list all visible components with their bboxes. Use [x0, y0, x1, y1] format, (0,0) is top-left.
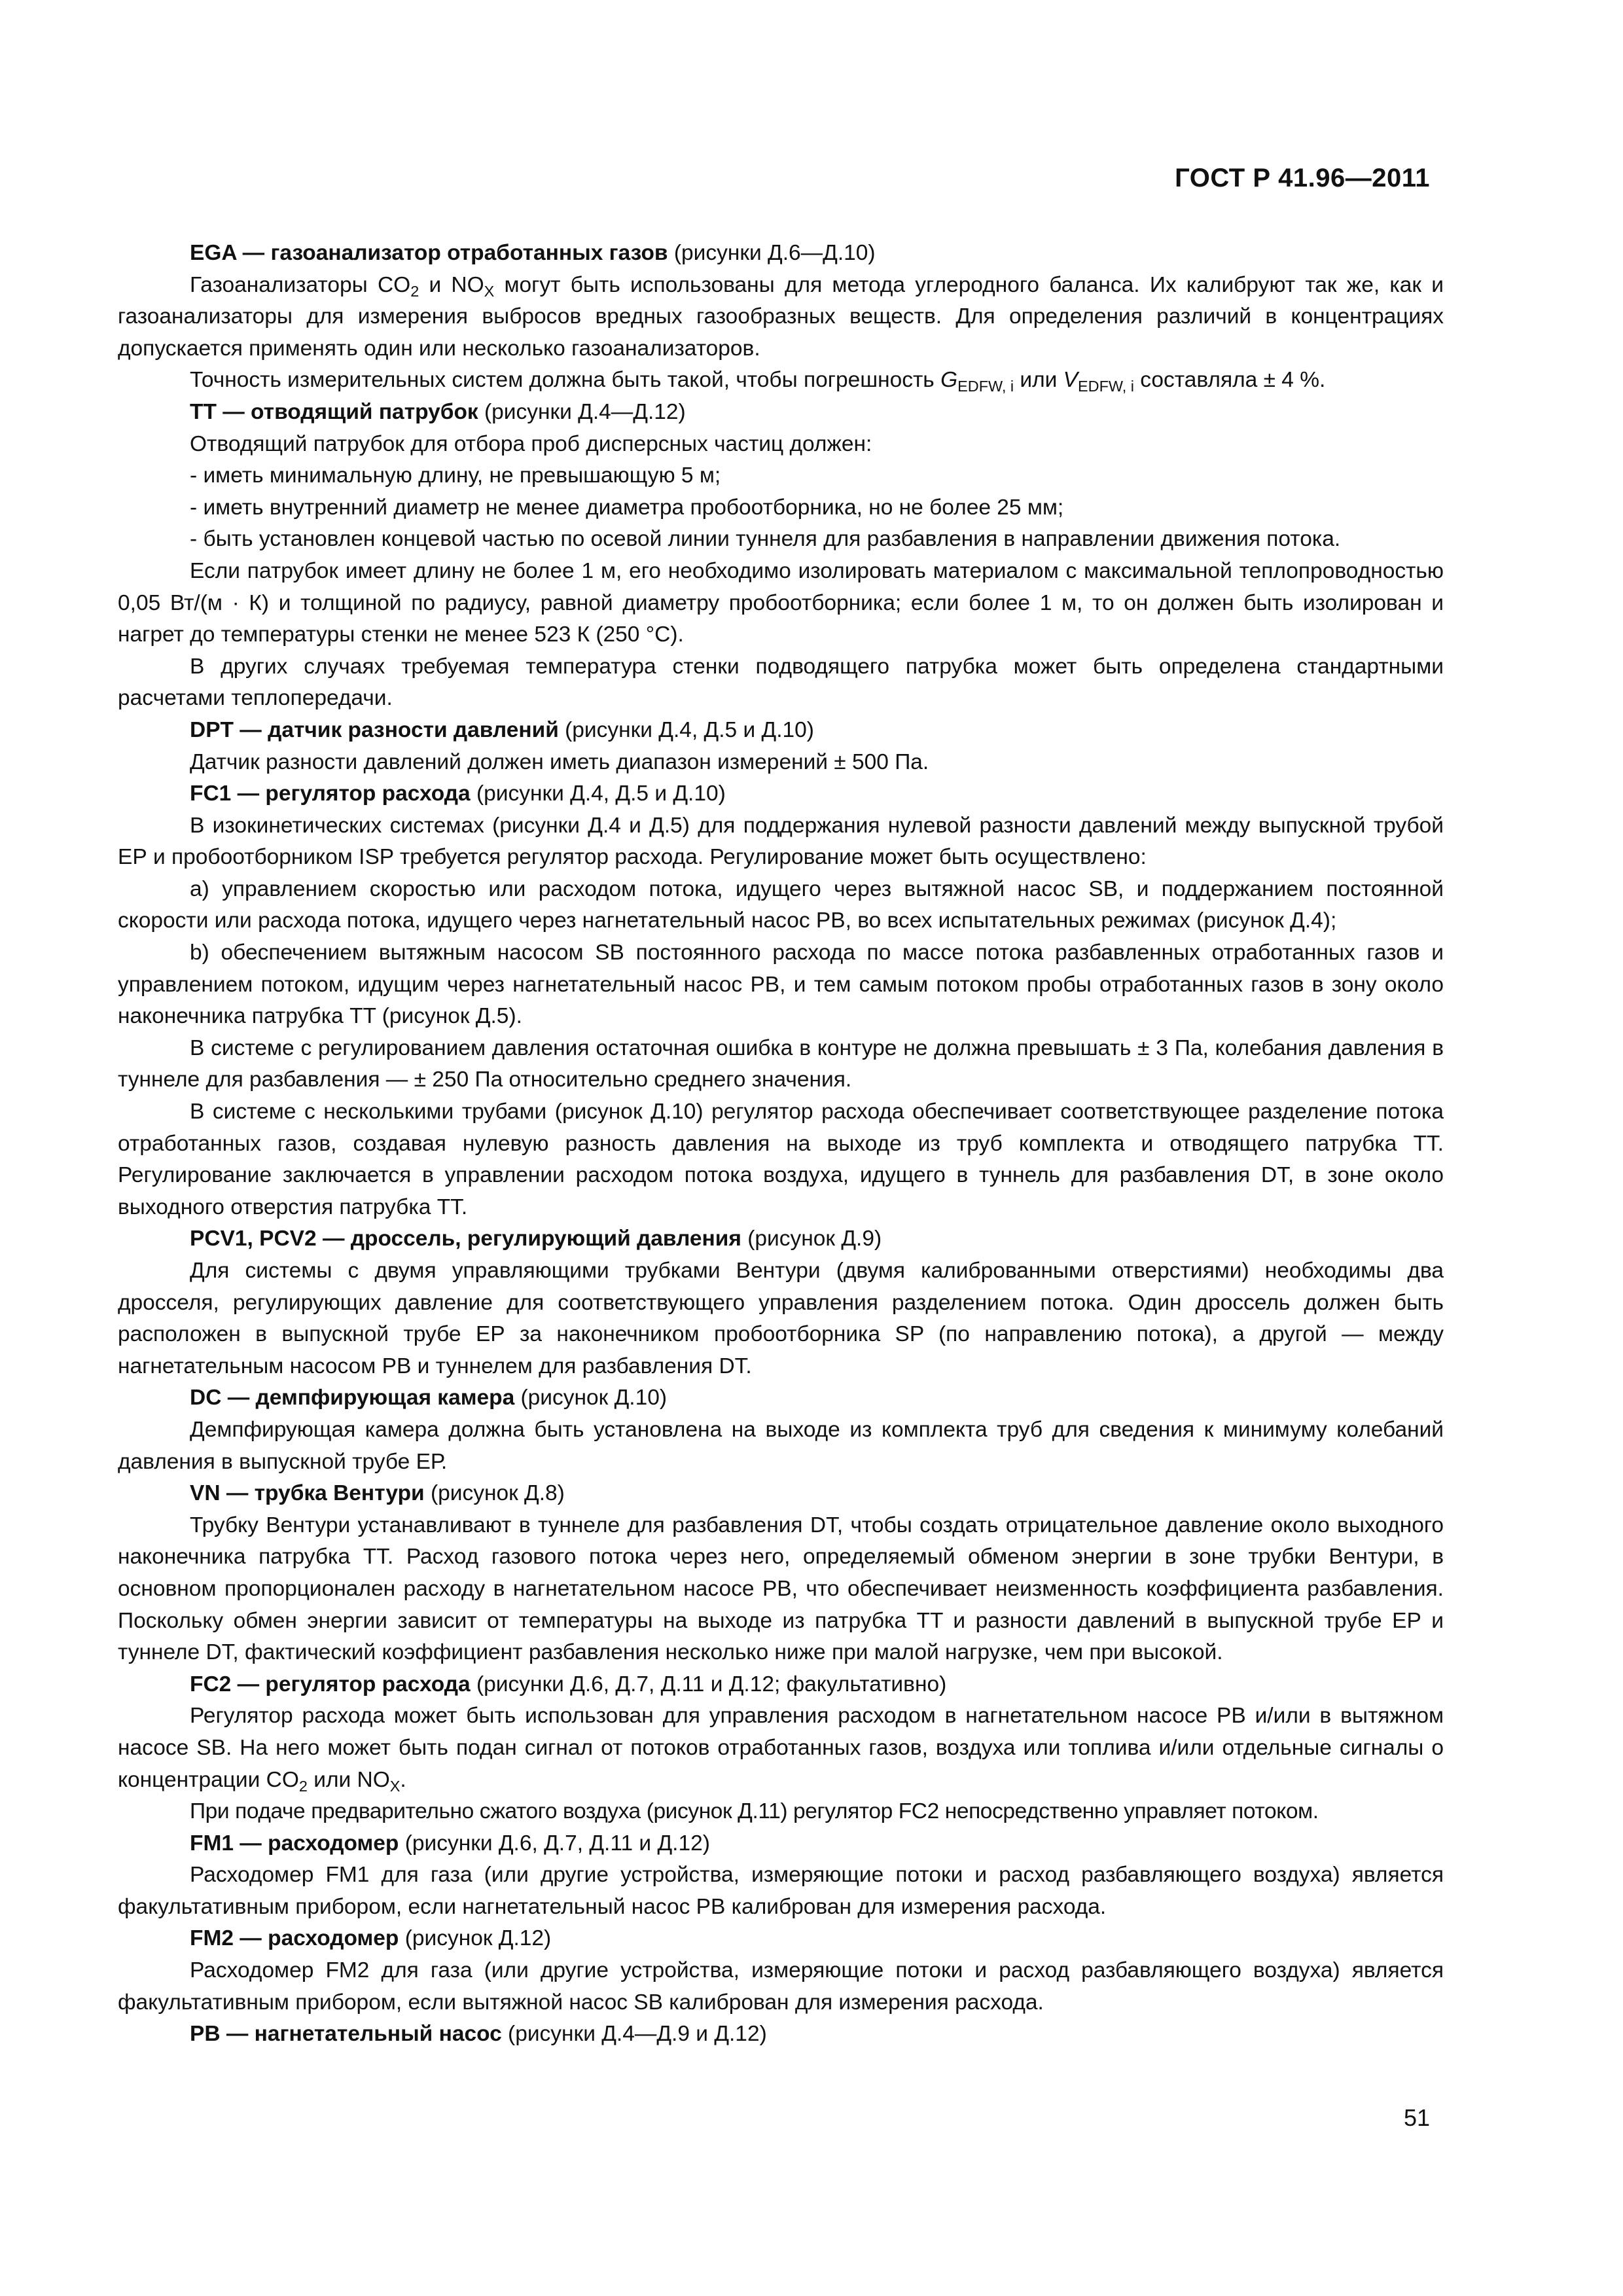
paragraph: Трубку Вентури устанавливают в туннеле для разбавления DT, чтобы создать отрицательное давление около выходного наконечника патрубка TT. Расход газового потока через него, определяемый обменом энергии в зоне трубки Вентури, в основном пропорционален расходу в нагнетательном насосе РВ, что обеспечивает неизменность коэффициента разбавления. Поскольку обмен энергии зависит от температуры на выходе из патрубка TT и разности давлений в выпускной трубе ЕР и туннеле DT, фактический коэффициент разбавления несколько ниже при малой нагрузке, чем при высокой. — [118, 1513, 1444, 1665]
heading-ref: (рисунки Д.4—Д.12) — [478, 399, 686, 424]
heading-term: FM1 — расходомер — [190, 1831, 399, 1856]
section-heading-tt — [118, 397, 1444, 429]
text-run: Газоанализаторы CO — [190, 272, 411, 297]
heading-term: FM2 — расходомер — [190, 1926, 399, 1951]
section-heading-vn — [118, 1478, 1444, 1510]
text-run: . — [400, 1767, 406, 1792]
paragraph: Отводящий патрубок для отбора проб дисперсных частиц должен: — [190, 431, 872, 456]
text-run: могут быть использованы для метода углеродного баланса. Их калибруют так же, как и газоанализаторы для измерения выбросов вредных газообразных веществ. Для определения различий в концентрациях допускается применять один или несколько газоанализаторов. — [118, 272, 1444, 361]
page-number: 51 — [1403, 2104, 1430, 2131]
subscript: 2 — [298, 1777, 308, 1795]
section-heading-fm1 — [118, 1828, 1444, 1860]
text-run: составляла ± 4 %. — [1133, 368, 1326, 393]
heading-ref: (рисунки Д.6, Д.7, Д.11 и Д.12) — [399, 1831, 710, 1856]
section-heading-dpt — [118, 715, 1444, 747]
list-item: - быть установлен концевой частью по осевой линии туннеля для разбавления в направлении движения потока. — [190, 527, 1341, 552]
heading-ref: (рисунки Д.4, Д.5 и Д.10) — [558, 717, 814, 742]
symbol: V — [1063, 368, 1079, 393]
paragraph: При подаче предварительно сжатого воздуха (рисунок Д.11) регулятор FC2 непосредственно управляет потоком. — [190, 1799, 1319, 1824]
heading-ref: (рисунки Д.6—Д.10) — [668, 241, 876, 265]
paragraph: Расходомер FM2 для газа (или другие устройства, измеряющие потоки и расход разбавляющего воздуха) является факультативным прибором, если вытяжной насос SB калиброван для измерения расхода. — [118, 1958, 1444, 2015]
list-item: - иметь внутренний диаметр не менее диаметра пробоотборника, но не более 25 мм; — [190, 495, 1064, 520]
section-heading-pb — [118, 2018, 1444, 2051]
heading-ref: (рисунки Д.4—Д.9 и Д.12) — [501, 2022, 767, 2047]
text-run: Точность измерительных систем должна быть такой, чтобы погрешность — [190, 368, 941, 393]
heading-term: FC1 — регулятор расхода — [190, 781, 471, 806]
heading-ref: (рисунки Д.4, Д.5 и Д.10) — [470, 781, 726, 806]
section-heading-pcv — [118, 1223, 1444, 1255]
section-heading-fc2 — [118, 1669, 1444, 1701]
text-run: или NO — [307, 1767, 390, 1792]
section-heading-dc — [118, 1382, 1444, 1414]
heading-ref: (рисунки Д.6, Д.7, Д.11 и Д.12; факультативно) — [470, 1672, 947, 1696]
paragraph: В изокинетических системах (рисунки Д.4 и Д.5) для поддержания нулевой разности давлений между выпускной трубой ЕР и пробоотборником ISP требуется регулятор расхода. Регулирование может быть осуществлено: — [118, 813, 1444, 870]
heading-ref: (рисунок Д.8) — [424, 1481, 565, 1506]
paragraph: Расходомер FM1 для газа (или другие устройства, измеряющие потоки и расход разбавляющего воздуха) является факультативным прибором, если нагнетательный насос РВ калиброван для измерения расхода. — [118, 1863, 1444, 1919]
heading-ref: (рисунок Д.10) — [514, 1386, 668, 1410]
subscript: X — [484, 282, 495, 300]
subscript: EDFW, i — [1078, 378, 1134, 395]
subscript: EDFW, i — [957, 378, 1014, 395]
paragraph — [118, 365, 1444, 397]
subscript: 2 — [410, 282, 419, 300]
heading-term: VN — трубка Вентури — [190, 1481, 425, 1506]
paragraph: Демпфирующая камера должна быть установлена на выходе из комплекта труб для сведения к минимуму колебаний давления в выпускной трубе ЕР. — [118, 1417, 1444, 1474]
list-item-b: b) обеспечением вытяжным насосом SB постоянного расхода по массе потока разбавленных отработанных газов и управлением потоком, идущим через нагнетательный насос РВ, и тем самым потоком пробы отработанных газов в зону около наконечника патрубка TT (рисунок Д.5). — [118, 941, 1444, 1029]
paragraph — [118, 1700, 1444, 1796]
heading-term: PB — нагнетательный насос — [190, 2022, 502, 2047]
paragraph: В системе с несколькими трубами (рисунок Д.10) регулятор расхода обеспечивает соответствующее разделение потока отработанных газов, создавая нулевую разность давления на выходе из труб комплекта и отводящего патрубка TT. Регулирование заключается в управлении расходом потока воздуха, идущего в туннель для разбавления DT, в зоне около выходного отверстия патрубка TT. — [118, 1100, 1444, 1219]
list-item-a: a) управлением скоростью или расходом потока, идущего через вытяжной насос SB, и поддержанием постоянной скорости или расхода потока, идущего через нагнетательный насос РВ, во всех испытательных режимах (рисунок Д.4); — [118, 876, 1444, 933]
heading-term: DC — демпфирующая камера — [190, 1386, 515, 1410]
heading-term: EGA — газоанализатор отработанных газов — [190, 241, 668, 265]
paragraph: Если патрубок имеет длину не более 1 м, его необходимо изолировать материалом с максимальной теплопроводностью 0,05 Вт/(м · К) и толщиной по радиусу, равной диаметру пробоотборника; если более 1 м, то он должен быть изолирован и нагрет до температуры стенки не менее 523 К (250 °С). — [118, 558, 1444, 647]
document-code: ГОСТ Р 41.96—2011 — [1175, 164, 1430, 192]
document-body — [118, 238, 1444, 2051]
heading-ref: (рисунок Д.12) — [399, 1926, 552, 1951]
heading-term: DPT — датчик разности давлений — [190, 717, 559, 742]
paragraph: Для системы с двумя управляющими трубками Вентури (двумя калиброванными отверстиями) необходимы два дросселя, регулирующих давление для соответствующего управления разделением потока. Один дроссель должен быть расположен в выпускной трубе ЕР за наконечником пробоотборника SP (по направлению потока), а другой — между нагнетательным насосом РВ и туннелем для разбавления DT. — [118, 1259, 1444, 1378]
text-run: Регулятор расхода может быть использован для управления расходом в нагнетательном насосе РВ и/или в вытяжном насосе SB. На него может быть подан сигнал от потоков отработанных газов, воздуха или топлива и/или отдельные сигналы о концентрации CO — [118, 1704, 1444, 1792]
paragraph: Датчик разности давлений должен иметь диапазон измерений ± 500 Па. — [190, 749, 929, 774]
text-run: или — [1014, 368, 1063, 393]
paragraph — [118, 270, 1444, 365]
section-heading-fc1 — [118, 778, 1444, 810]
heading-term: TT — отводящий патрубок — [190, 399, 478, 424]
paragraph: В системе с регулированием давления остаточная ошибка в контуре не должна превышать ± 3 Па, колебания давления в туннеле для разбавления — ± 250 Па относительно среднего значения. — [118, 1035, 1444, 1092]
section-heading-fm2 — [118, 1923, 1444, 1955]
heading-term: PCV1, PCV2 — дроссель, регулирующий давления — [190, 1227, 741, 1251]
heading-term: FC2 — регулятор расхода — [190, 1672, 471, 1696]
subscript: X — [389, 1777, 401, 1795]
list-item: - иметь минимальную длину, не превышающую 5 м; — [190, 463, 721, 488]
section-heading-ega — [118, 238, 1444, 270]
paragraph: В других случаях требуемая температура стенки подводящего патрубка может быть определена стандартными расчетами теплопередачи. — [118, 654, 1444, 711]
text-run: и NO — [419, 272, 484, 297]
heading-ref: (рисунок Д.9) — [741, 1227, 882, 1251]
symbol: G — [940, 368, 958, 393]
